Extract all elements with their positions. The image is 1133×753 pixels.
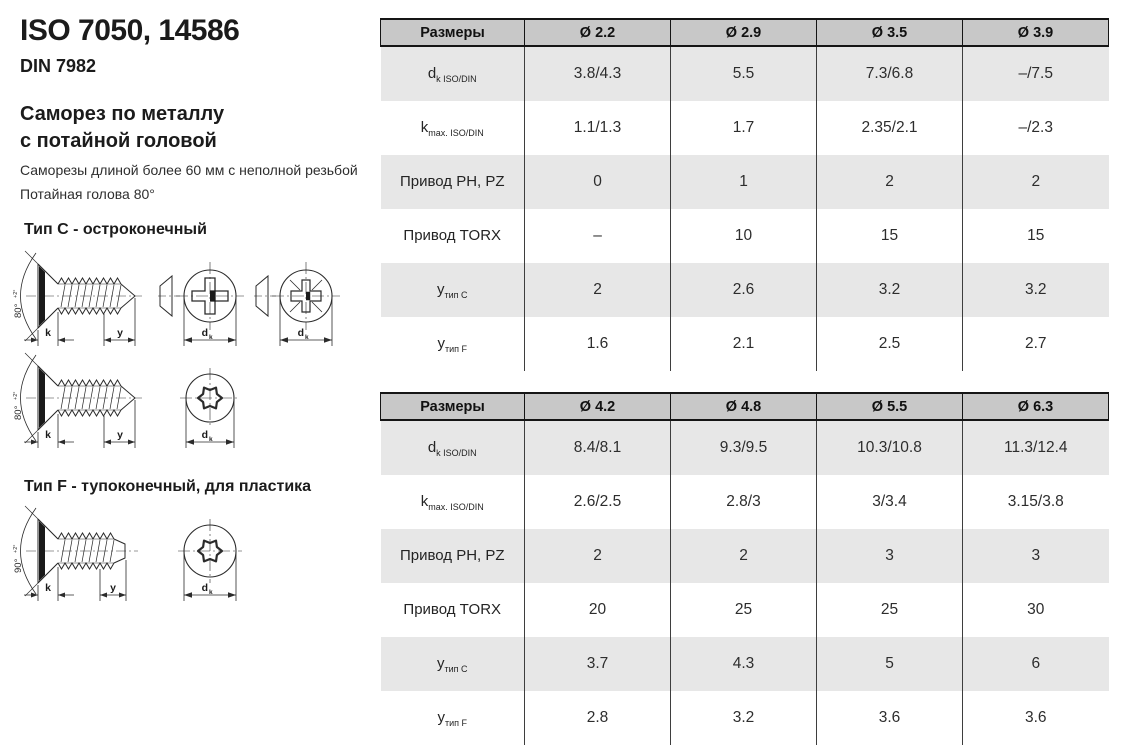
table2-row-y-type-c (381, 637, 1109, 691)
angle-tolerance-c1: +2° (13, 289, 19, 298)
cell: 3.6 (1024, 709, 1047, 726)
dim-dk-sub-torx-f: k (209, 589, 213, 596)
row-label: Привод PH, PZ (381, 155, 525, 209)
cell: 2.1 (671, 317, 817, 371)
cell: 0 (525, 155, 671, 209)
product-description (20, 158, 358, 206)
table1-header-d22: Ø 2.2 (525, 19, 671, 46)
dim-dk-label-pz: d (297, 327, 304, 339)
row-label: $y_{тип F}$ (381, 691, 525, 745)
cell: 3.7 (525, 637, 671, 691)
cell: 2.7 (1024, 335, 1047, 352)
dim-y-label-c1: y (117, 327, 123, 339)
cell: 4.3 (671, 637, 817, 691)
type-c-drawing-torx (8, 352, 360, 452)
cell: 2.6 (671, 263, 817, 317)
table1-row-y-type-c (381, 263, 1109, 317)
cell: 2 (525, 263, 671, 317)
angle-label-f: 90° (13, 558, 24, 573)
table2-row-drive-torx (381, 583, 1109, 637)
size-table-small-diameters (380, 18, 1108, 371)
table1-header-d39: Ø 3.9 (963, 19, 1109, 46)
cell: 2.6/2.5 (525, 475, 671, 529)
product-name (20, 101, 224, 155)
table2-header-d42: Ø 4.2 (525, 393, 671, 420)
row-label: $d_{k ISO/DIN}$ (381, 46, 525, 101)
cell: 3.2 (817, 263, 963, 317)
cell: 3.2 (963, 263, 1109, 317)
cell: 1.6 (525, 317, 671, 371)
cell: 30 (1027, 601, 1045, 618)
row-label: $y_{тип F}$ (381, 317, 525, 371)
cell: 3 (817, 529, 963, 583)
cell: 2 (817, 155, 963, 209)
row-label: $d_{k ISO/DIN}$ (381, 420, 525, 475)
cell: 2 (963, 155, 1109, 209)
product-name-line1: Саморез по металлу (20, 103, 225, 125)
cell: 8.4/8.1 (525, 420, 671, 475)
cell: 2.8 (525, 691, 671, 745)
dim-dk-sub-torx-c: k (209, 436, 213, 443)
table2-header-row (381, 393, 1109, 420)
table1-row-drive-torx (381, 209, 1109, 263)
cell: 3.6 (817, 691, 963, 745)
type-f-heading: Тип F - тупоконечный, для пластика (24, 478, 312, 495)
description-line1: Саморезы длиной более 60 мм с неполной резьбой (20, 162, 358, 178)
dim-k-label-c1: k (45, 327, 51, 339)
cell: 6 (963, 637, 1109, 691)
cell: 2.8/3 (671, 475, 817, 529)
table1-row-y-type-f (381, 317, 1109, 371)
row-label: $k_{max. ISO/DIN}$ (381, 101, 525, 155)
table2-header-sizes: Размеры (381, 393, 525, 420)
cell: 3.2 (671, 691, 817, 745)
table2-row-drive-ph-pz (381, 529, 1109, 583)
angle-tolerance-c2: +2° (13, 391, 19, 400)
cell: 3.15/3.8 (1007, 493, 1064, 510)
cell: 1.7 (671, 101, 817, 155)
row-label: $y_{тип C}$ (381, 637, 525, 691)
type-c-heading: Тип С - остроконечный (24, 221, 207, 238)
table2-row-dk (381, 420, 1109, 475)
table2-header-d63: Ø 6.3 (963, 393, 1109, 420)
description-line2: Потайная голова 80° (20, 186, 155, 202)
page-title: ISO 7050, 14586 (20, 14, 240, 47)
table1-row-drive-ph-pz (381, 155, 1109, 209)
table2-header-d48: Ø 4.8 (671, 393, 817, 420)
table1-header-sizes: Размеры (381, 19, 525, 46)
cell: – (525, 209, 671, 263)
cell: 1 (671, 155, 817, 209)
dim-dk-label-torx-f: d (201, 582, 208, 594)
row-label: Привод TORX (381, 583, 525, 637)
cell: 25 (671, 583, 817, 637)
table1-header-d35: Ø 3.5 (817, 19, 963, 46)
product-name-line2: с потайной головой (20, 130, 217, 152)
dim-dk-label-torx-c: d (201, 429, 208, 441)
cell: 15 (817, 209, 963, 263)
table2-header-d55: Ø 5.5 (817, 393, 963, 420)
cell: 25 (817, 583, 963, 637)
angle-tolerance-f: +2° (13, 544, 19, 553)
dim-y-label-c2: y (117, 429, 123, 441)
size-table-large-diameters (380, 392, 1108, 745)
cell: 9.3/9.5 (671, 420, 817, 475)
dim-y-label-f: y (110, 582, 116, 594)
page-subtitle: DIN 7982 (20, 56, 97, 76)
dim-dk-label-ph: d (201, 327, 208, 339)
cell: 5 (817, 637, 963, 691)
row-label: Привод TORX (381, 209, 525, 263)
table2-row-y-type-f (381, 691, 1109, 745)
cell: –/2.3 (1018, 119, 1053, 136)
table1-row-kmax (381, 101, 1109, 155)
table1-row-dk (381, 46, 1109, 101)
dim-k-label-c2: k (45, 429, 51, 441)
cell: 5.5 (671, 46, 817, 101)
dim-dk-sub-ph: k (209, 334, 213, 341)
row-label: $k_{max. ISO/DIN}$ (381, 475, 525, 529)
cell: 2.35/2.1 (817, 101, 963, 155)
cell: 1.1/1.3 (525, 101, 671, 155)
dim-k-label-f: k (45, 582, 51, 594)
angle-label-c2: 80° (13, 405, 24, 420)
cell: 2 (671, 529, 817, 583)
cell: 3/3.4 (817, 475, 963, 529)
dim-dk-sub-pz: k (305, 334, 309, 341)
cell: 7.3/6.8 (817, 46, 963, 101)
cell: 15 (1027, 227, 1045, 244)
cell: 11.3/12.4 (963, 420, 1109, 475)
table1-header-d29: Ø 2.9 (671, 19, 817, 46)
table1-header-row (381, 19, 1109, 46)
row-label: $y_{тип C}$ (381, 263, 525, 317)
type-c-drawing-ph-pz (8, 250, 360, 350)
cell: 2 (525, 529, 671, 583)
cell: –/7.5 (963, 46, 1109, 101)
angle-label-c1: 80° (13, 303, 24, 318)
cell: 3 (963, 529, 1109, 583)
cell: 2.5 (817, 317, 963, 371)
cell: 10 (671, 209, 817, 263)
table2-row-kmax (381, 475, 1109, 529)
cell: 10.3/10.8 (817, 420, 963, 475)
cell: 3.8/4.3 (525, 46, 671, 101)
row-label: Привод PH, PZ (381, 529, 525, 583)
type-f-drawing (8, 505, 360, 610)
cell: 20 (525, 583, 671, 637)
